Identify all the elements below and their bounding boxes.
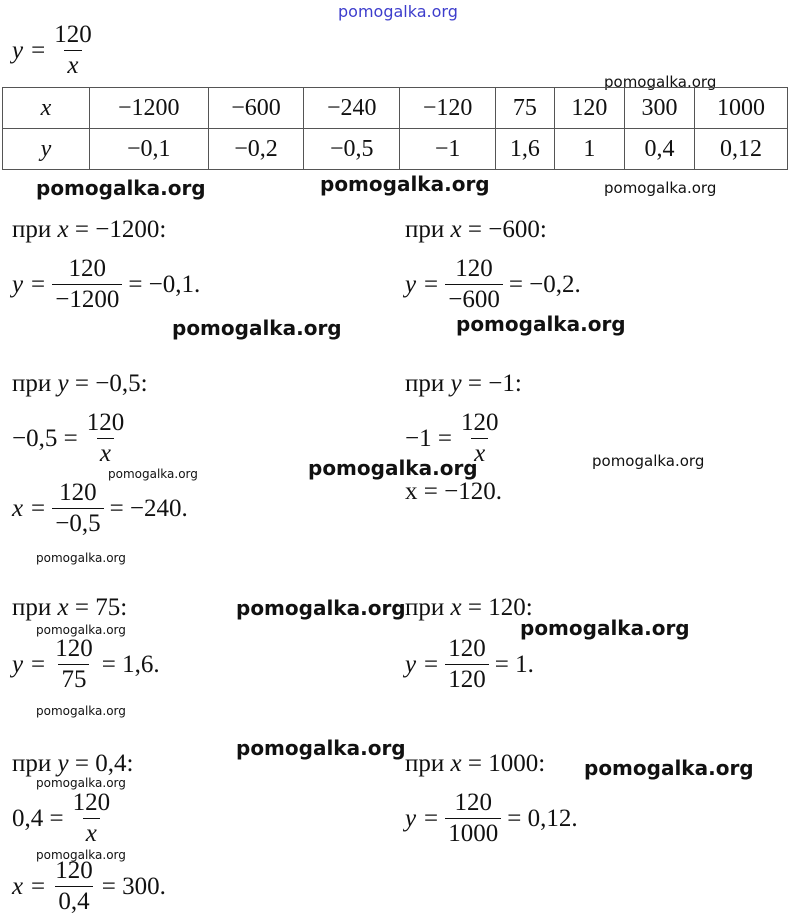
fraction: $\frac{120}{-0,5}$	[52, 480, 103, 538]
equation-line: −1 = $\frac{120}{x}$	[405, 410, 505, 468]
table-cell: −0,2	[208, 129, 304, 170]
fraction: $\frac{120}{x}$	[72, 789, 111, 848]
values-table	[2, 87, 788, 170]
condition-line: при y = −1:	[405, 370, 522, 397]
watermark[interactable]: pomogalka.org	[456, 312, 626, 336]
condition-line: при x = 1000:	[405, 750, 546, 777]
table-cell: −0,5	[304, 129, 400, 170]
table-cell: 75	[496, 88, 555, 129]
watermark[interactable]: pomogalka.org	[36, 704, 126, 718]
condition-line: при x = 75:	[12, 594, 128, 621]
condition-line: при x = −600:	[405, 216, 547, 243]
watermark[interactable]: pomogalka.org	[108, 467, 198, 481]
watermark[interactable]: pomogalka.org	[320, 172, 490, 196]
table-cell: 120	[554, 88, 624, 129]
formula-den: x	[64, 50, 81, 79]
table-cell: −1	[400, 129, 496, 170]
equation-line: x = $\frac{120}{0,4}$ = 300.	[12, 857, 166, 916]
condition-line: при x = 120:	[405, 594, 533, 621]
equation-line: y = $\frac{120}{-600}$ = −0,2.	[405, 255, 581, 314]
table-cell: 1	[554, 129, 624, 170]
watermark[interactable]: pomogalka.org	[36, 776, 126, 790]
table-cell: 300	[624, 88, 694, 129]
table-cell: −600	[208, 88, 304, 129]
equation-line: x = $\frac{120}{-0,5}$ = −240.	[12, 479, 188, 538]
formula-fraction	[51, 22, 95, 80]
equation-line: y = $\frac{120}{1000}$ = 0,12.	[405, 789, 578, 848]
equation-line: y = $\frac{120}{-1200}$ = −0,1.	[12, 255, 201, 314]
watermark[interactable]: pomogalka.org	[36, 848, 126, 862]
row-label-x: x	[3, 88, 90, 129]
equation-line: −0,5 = $\frac{120}{x}$	[12, 410, 131, 468]
watermark[interactable]: pomogalka.org	[604, 179, 717, 197]
table-cell: 1000	[695, 88, 788, 129]
equation-line: y = $\frac{120}{120}$ = 1.	[405, 635, 534, 694]
fraction: $\frac{120}{0,4}$	[55, 857, 93, 916]
watermark[interactable]: pomogalka.org	[604, 73, 717, 91]
row-label-y: y	[3, 129, 90, 170]
condition-line: при y = −0,5:	[12, 370, 148, 397]
fraction: $\frac{120}{75}$	[55, 635, 93, 694]
table-cell: −240	[304, 88, 400, 129]
formula-var: y	[12, 36, 24, 64]
table-cell: 0,12	[695, 129, 788, 170]
fraction: $\frac{120}{1000}$	[445, 790, 501, 848]
watermark[interactable]: pomogalka.org	[36, 623, 126, 637]
table-cell: −120	[400, 88, 496, 129]
main-formula	[12, 22, 99, 80]
watermark[interactable]: pomogalka.org	[236, 596, 406, 620]
table-row-x	[3, 88, 788, 129]
fraction: $\frac{120}{x}$	[86, 409, 125, 468]
table-cell: 1,6	[496, 129, 555, 170]
table-row-y	[3, 129, 788, 170]
fraction: $\frac{120}{-600}$	[445, 256, 503, 314]
fraction: $\frac{120}{120}$	[445, 636, 489, 694]
table-cell: 0,4	[624, 129, 694, 170]
watermark[interactable]: pomogalka.org	[36, 176, 206, 200]
watermark-top[interactable]: pomogalka.org	[338, 2, 458, 21]
watermark[interactable]: pomogalka.org	[584, 756, 754, 780]
equation-line: x = −120.	[405, 478, 502, 505]
fraction: $\frac{120}{-1200}$	[52, 256, 122, 314]
watermark[interactable]: pomogalka.org	[308, 456, 478, 480]
condition-line: при x = −1200:	[12, 216, 167, 243]
equation-line: 0,4 = $\frac{120}{x}$	[12, 790, 117, 848]
formula-num: 120	[54, 21, 92, 48]
fraction: $\frac{120}{x}$	[460, 409, 499, 468]
watermark[interactable]: pomogalka.org	[236, 736, 406, 760]
watermark[interactable]: pomogalka.org	[172, 316, 342, 340]
condition-line: при y = 0,4:	[12, 750, 134, 777]
watermark[interactable]: pomogalka.org	[520, 616, 690, 640]
watermark[interactable]: pomogalka.org	[592, 452, 705, 470]
table-cell: −1200	[90, 88, 209, 129]
formula-eq: =	[31, 36, 46, 64]
watermark[interactable]: pomogalka.org	[36, 551, 126, 565]
equation-line: y = $\frac{120}{75}$ = 1,6.	[12, 635, 160, 694]
table-cell: −0,1	[90, 129, 209, 170]
